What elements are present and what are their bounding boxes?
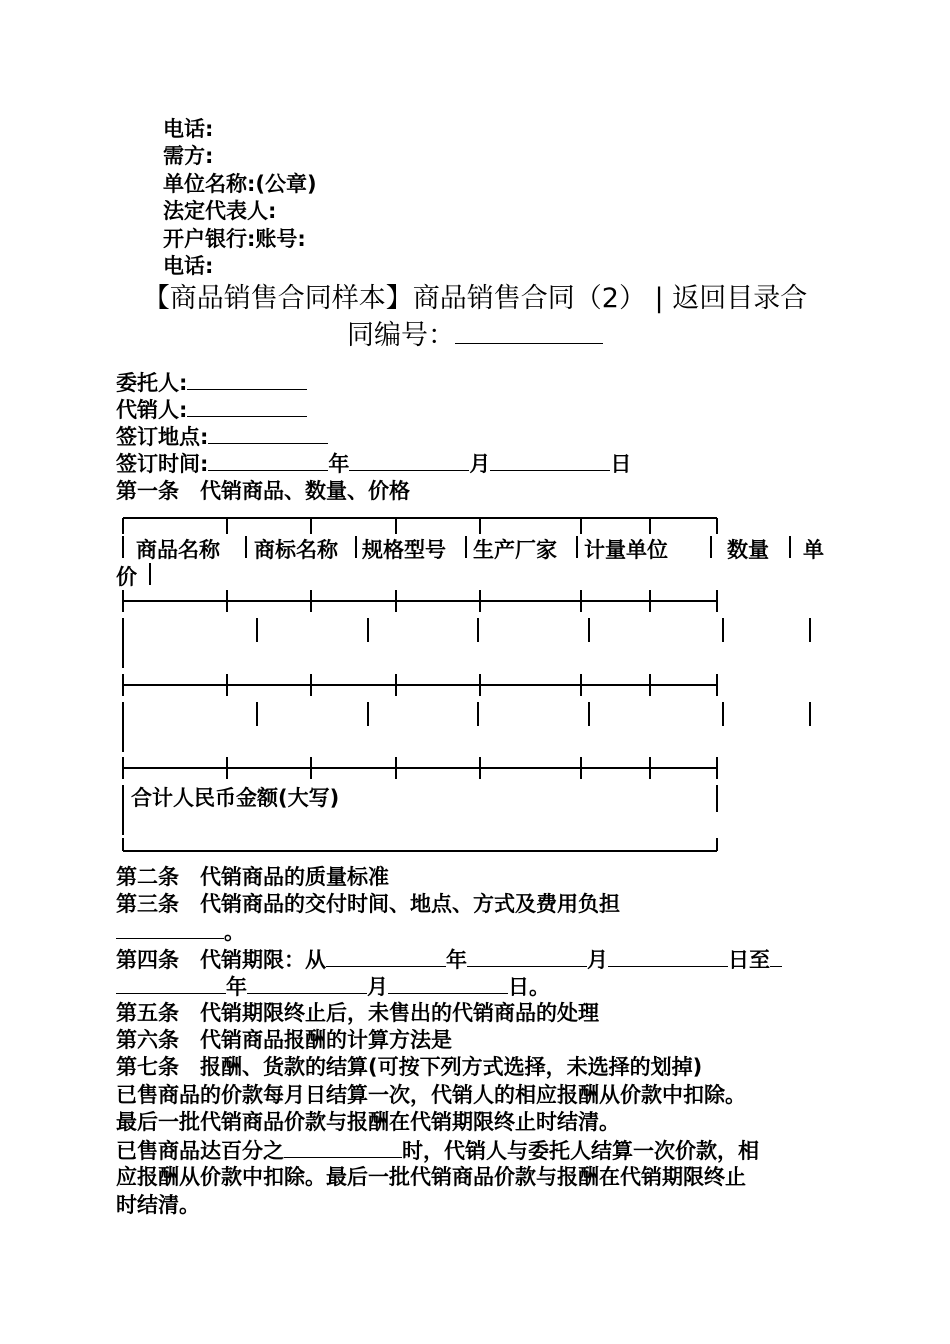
buyer-label: 需方: <box>163 144 214 168</box>
a4-year-blank <box>326 946 446 967</box>
place-label: 签订地点: <box>116 425 209 449</box>
settlement-option-1-cont: 最后一批代销商品价款与报酬在代销期限终止时结清。 <box>116 1110 620 1134</box>
total-amount-label: 合计人民币金额(大写) <box>131 786 340 810</box>
a4-to-label: 日至 <box>728 948 770 972</box>
day-label: 日 <box>610 452 632 476</box>
article-3: 第三条 代销商品的交付时间、地点、方式及费用负担 <box>116 892 620 916</box>
percent-blank <box>284 1137 402 1158</box>
settlement-option-2-prefix: 已售商品达百分之 <box>116 1139 284 1163</box>
month-label: 月 <box>469 452 491 476</box>
a4-tail-blank <box>770 946 782 967</box>
a4-month-label: 月 <box>587 948 608 972</box>
article-4 <box>116 946 782 974</box>
article-2: 第二条 代销商品的质量标准 <box>116 865 389 889</box>
agent-label: 代销人: <box>116 398 188 422</box>
phone-label-2: 电话: <box>163 254 214 278</box>
article-4-prefix: 第四条 代销期限：从 <box>116 948 326 972</box>
a4-month2-blank <box>247 973 367 994</box>
header-brand-name: 商标名称 <box>254 538 338 562</box>
consignor-label: 委托人: <box>116 371 188 395</box>
a4-month2-label: 月 <box>367 975 388 999</box>
settlement-option-2-end: 时结清。 <box>116 1193 200 1217</box>
header-manufacturer: 生产厂家 <box>473 538 557 562</box>
article-7: 第七条 报酬、货款的结算(可按下列方式选择，未选择的划掉) <box>116 1055 703 1079</box>
settlement-option-2-cont: 应报酬从价款中扣除。最后一批代销商品价款与报酬在代销期限终止 <box>116 1165 746 1189</box>
article-3-end <box>116 918 245 946</box>
header-unit-price: 单 <box>803 538 824 562</box>
bank-label: 开户银行:账号: <box>163 227 306 251</box>
a4-day-blank <box>608 946 728 967</box>
company-label: 单位名称:(公章) <box>163 172 317 196</box>
settlement-option-1: 已售商品的价款每月日结算一次，代销人的相应报酬从价款中扣除。 <box>116 1083 746 1107</box>
phone-label-1: 电话: <box>163 117 214 141</box>
settlement-option-2 <box>116 1137 759 1165</box>
article-3-blank <box>116 918 224 939</box>
article-5: 第五条 代销期限终止后，未售出的代销商品的处理 <box>116 1001 599 1025</box>
a4-year2-blank <box>116 973 226 994</box>
a4-year-label: 年 <box>446 948 467 972</box>
article-4-cont <box>116 973 550 1001</box>
header-unit-price-wrap: 价 <box>116 565 137 589</box>
article-1: 第一条 代销商品、数量、价格 <box>116 479 410 503</box>
article-6: 第六条 代销商品报酬的计算方法是 <box>116 1028 452 1052</box>
article-3-period: 。 <box>224 920 245 944</box>
year-label: 年 <box>328 452 350 476</box>
a4-month-blank <box>467 946 587 967</box>
header-quantity: 数量 <box>727 538 769 562</box>
header-goods-name: 商品名称 <box>136 538 220 562</box>
settlement-option-2-suffix: 时，代销人与委托人结算一次价款，相 <box>402 1139 759 1163</box>
header-unit: 计量单位 <box>584 538 668 562</box>
header-spec-model: 规格型号 <box>362 538 446 562</box>
a4-day2-blank <box>388 973 508 994</box>
a4-year2-label: 年 <box>226 975 247 999</box>
a4-day2-label: 日。 <box>508 975 550 999</box>
legal-rep-label: 法定代表人: <box>163 199 277 223</box>
contract-number-label: 同编号： <box>347 320 455 351</box>
document-heading-line1: 【商品销售合同样本】商品销售合同（2） | 返回目录合 <box>142 283 808 314</box>
time-label: 签订时间: <box>116 452 209 476</box>
